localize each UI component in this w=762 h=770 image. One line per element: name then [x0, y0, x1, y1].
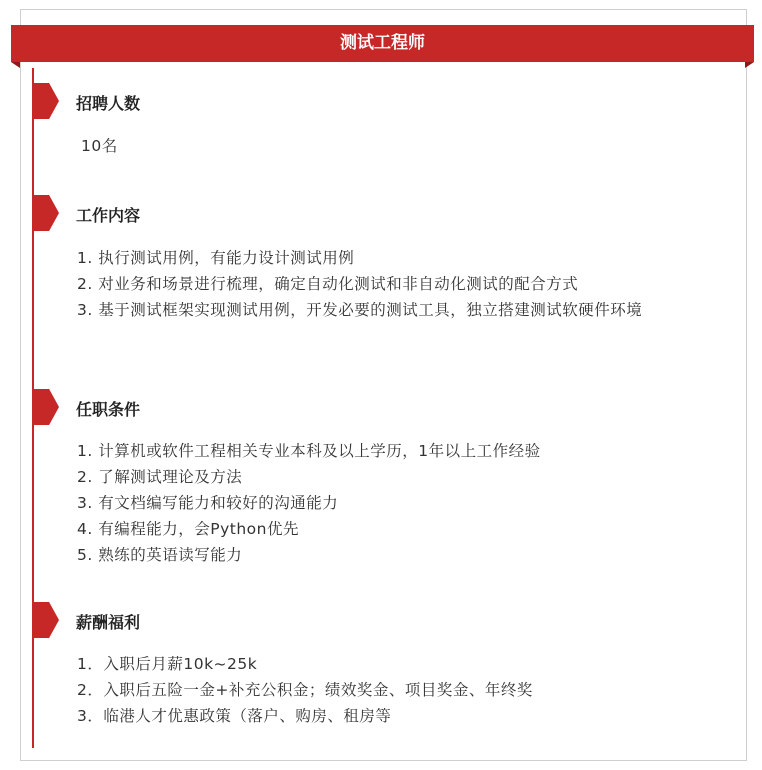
section-body: [38, 438, 728, 568]
list-item: 3. 基于测试框架实现测试用例，开发必要的测试工具，独立搭建测试软硬件环境: [77, 301, 643, 319]
section-title: 薪酬福利: [76, 613, 141, 632]
job-card: [20, 9, 747, 761]
section-title: 招聘人数: [76, 94, 141, 113]
section-body: [38, 651, 728, 729]
list-item: 2. 对业务和场景进行梳理，确定自动化测试和非自动化测试的配合方式: [77, 275, 579, 293]
headcount-value: 10名: [81, 137, 118, 155]
list-item: 3. 有文档编写能力和较好的沟通能力: [77, 494, 339, 512]
section-title: 工作内容: [76, 206, 141, 225]
list-item: 2. 了解测试理论及方法: [77, 468, 243, 486]
banner-fold-right: [745, 62, 754, 68]
list-item: 1. 计算机或软件工程相关专业本科及以上学历，1年以上工作经验: [77, 442, 541, 460]
section-body: [38, 245, 728, 323]
job-title-banner: 测试工程师: [11, 25, 754, 62]
list-item: 2．入职后五险一金+补充公积金；绩效奖金、项目奖金、年终奖: [77, 681, 533, 699]
list-item: 4. 有编程能力，会Python优先: [77, 520, 299, 538]
banner-fold-left: [11, 62, 20, 68]
list-item: 1. 执行测试用例，有能力设计测试用例: [77, 249, 355, 267]
section-title: 任职条件: [76, 400, 141, 419]
list-item: 3．临港人才优惠政策（落户、购房、租房等: [77, 707, 392, 725]
list-item: 5. 熟练的英语读写能力: [77, 546, 243, 564]
list-item: 1．入职后月薪10k~25k: [77, 655, 258, 673]
section-body: [38, 133, 728, 159]
